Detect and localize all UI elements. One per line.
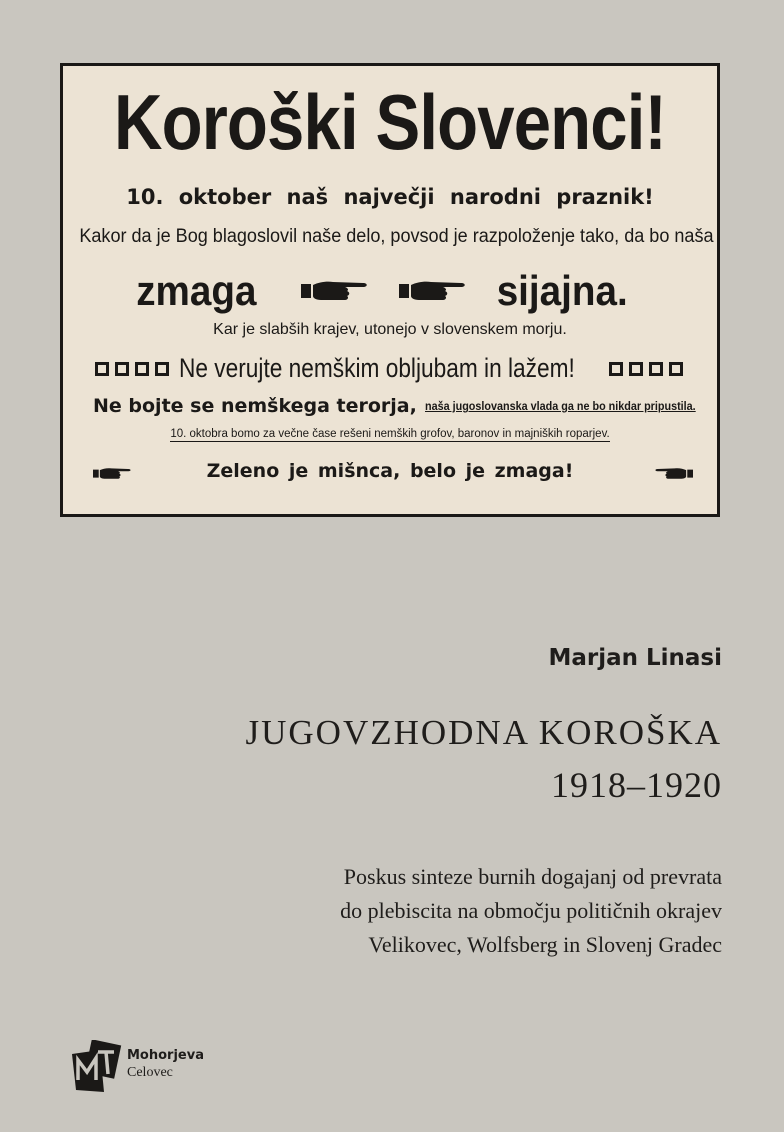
poster-line-promises-row (63, 351, 717, 385)
pointing-hand-left-icon (653, 464, 693, 482)
poster-date-line: 10. oktober naš največji narodni praznik! (126, 185, 654, 209)
poster-bottom-row (63, 454, 717, 488)
poster-headline: Koroški Slovenci! (113, 78, 666, 166)
book-title: JUGOVZHODNA KOROŠKA (245, 713, 722, 752)
poster-word-zmaga: zmaga (136, 267, 257, 314)
poster-line-blessing: Kakor da je Bog blagoslovil naše delo, povsod je razpoloženje tako, da bo naša (79, 226, 714, 247)
publisher-name: Mohorjeva (127, 1048, 204, 1063)
decorative-squares (609, 362, 683, 376)
poster-slogan: Zeleno je mišnca, belo je zmaga! (206, 460, 574, 482)
poster-line-terror-row (93, 391, 720, 421)
poster-word-sijajna: sijajna. (496, 267, 628, 314)
poster-line-rescue (63, 426, 717, 442)
poster-line-terror: Ne bojte se nemškega terorja, (93, 395, 417, 417)
subtitle-line: do plebiscita na območju političnih okrajev (340, 898, 722, 923)
book-years: 1918–1920 (551, 765, 722, 805)
poster-line-rescue-text: 10. oktobra bomo za večne čase rešeni nemških grofov, baronov in majniških roparjev. (170, 428, 610, 440)
book-subtitle (340, 860, 722, 962)
mohorjeva-logo-icon (70, 1040, 122, 1094)
pointing-hand-right-icon (399, 276, 469, 304)
poster-image (60, 63, 720, 517)
poster-zmaga-row (63, 266, 717, 316)
poster-line-promises: Ne verujte nemškim obljubam in lažem! (179, 353, 575, 383)
pointing-hand-right-icon (301, 276, 371, 304)
publisher-city: Celovec (127, 1065, 173, 1080)
subtitle-line: Poskus sinteze burnih dogajanj od prevrata (343, 864, 722, 889)
decorative-squares (95, 362, 169, 376)
poster-line-regions: Kar je slabših krajev, utonejo v slovenskem morju. (213, 321, 567, 338)
book-author: Marjan Linasi (548, 645, 722, 671)
subtitle-line: Velikovec, Wolfsberg in Slovenj Gradec (368, 932, 722, 957)
poster-line-government: naša jugoslovanska vlada ga ne bo nikdar pripustila. (424, 399, 696, 413)
